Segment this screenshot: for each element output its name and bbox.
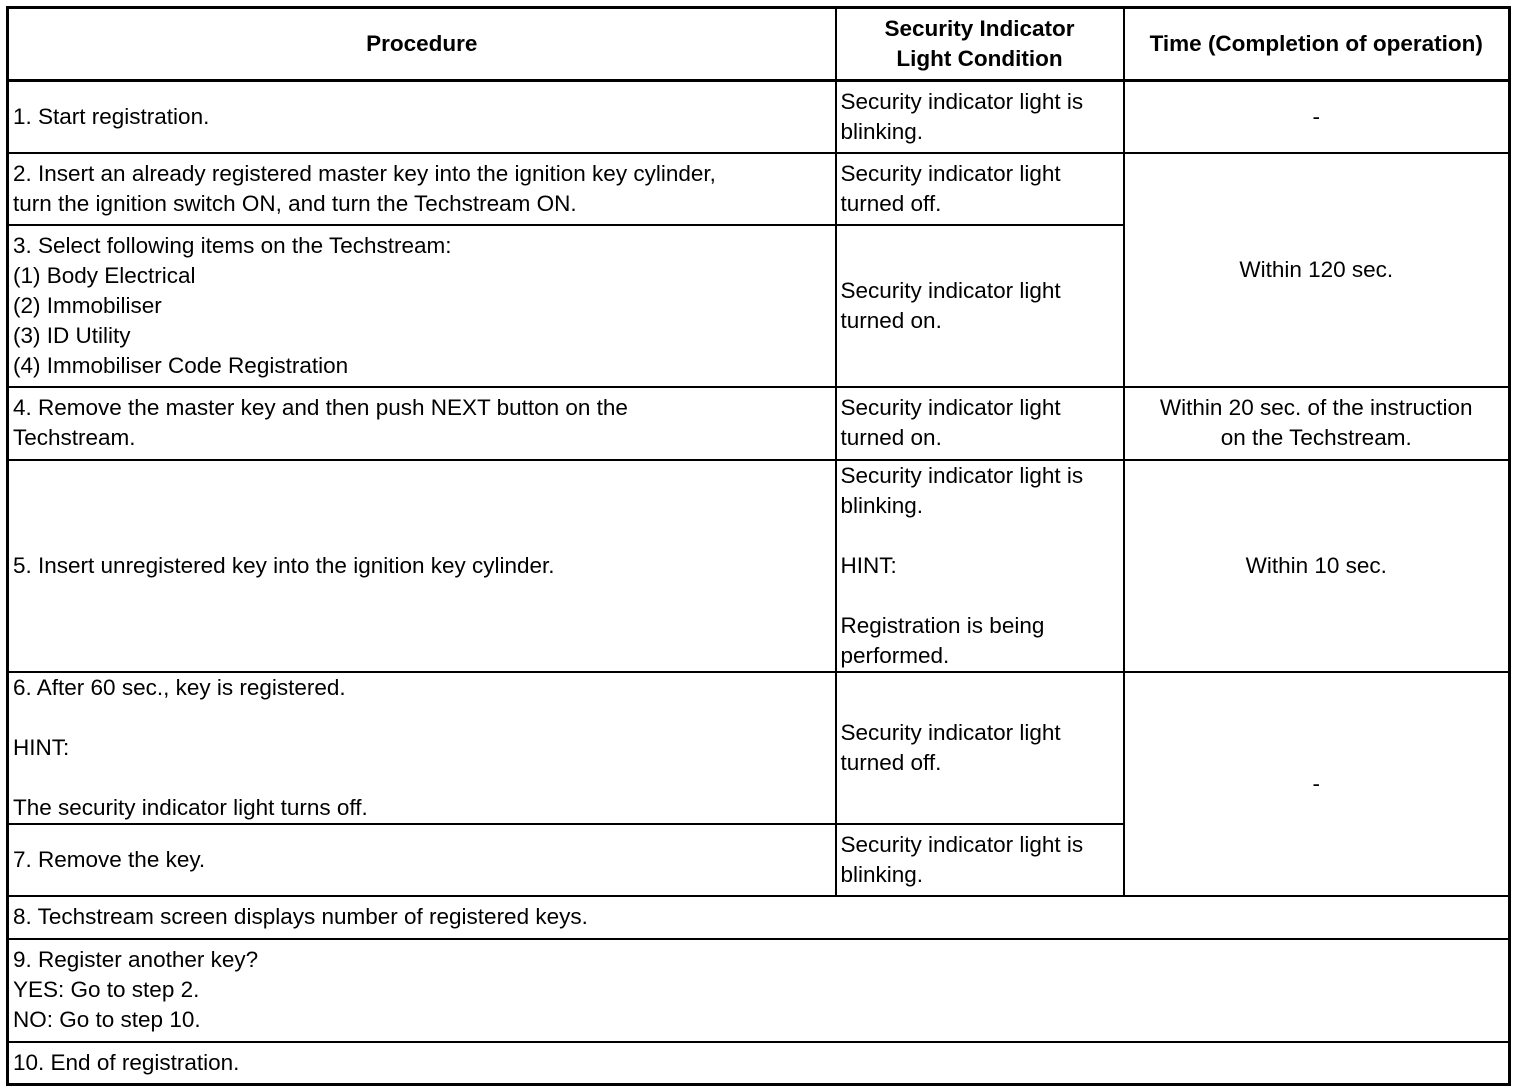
- condition-cell: Security indicator light is blinking.: [836, 81, 1124, 153]
- table-row: [8, 939, 1510, 1042]
- procedure-cell: 9. Register another key? YES: Go to step 2. NO: Go to step 10.: [8, 939, 1510, 1042]
- procedure-cell: 8. Techstream screen displays number of registered keys.: [8, 896, 1510, 939]
- procedure-cell: 3. Select following items on the Techstream: (1) Body Electrical (2) Immobiliser (3) ID Utility (4) Immobiliser Code Registration: [8, 225, 836, 387]
- time-cell: Within 10 sec.: [1124, 460, 1510, 672]
- table-row: [8, 153, 1510, 225]
- procedure-cell: 2. Insert an already registered master key into the ignition key cylinder, turn the ignition switch ON, and turn the Techstream ON.: [8, 153, 836, 225]
- procedure-cell: 10. End of registration.: [8, 1042, 1510, 1085]
- time-cell: -: [1124, 672, 1510, 896]
- condition-cell: Security indicator light is blinking. HINT: Registration is being performed.: [836, 460, 1124, 672]
- table-row: [8, 1042, 1510, 1085]
- time-cell: Within 20 sec. of the instruction on the Techstream.: [1124, 387, 1510, 460]
- table-header-row: [8, 8, 1510, 81]
- header-procedure: Procedure: [8, 8, 836, 81]
- header-indicator-condition: Security Indicator Light Condition: [836, 8, 1124, 81]
- registration-procedure-table: [6, 6, 1511, 1086]
- procedure-cell: 1. Start registration.: [8, 81, 836, 153]
- procedure-cell: 6. After 60 sec., key is registered. HINT: The security indicator light turns off.: [8, 672, 836, 824]
- condition-cell: Security indicator light turned on.: [836, 225, 1124, 387]
- header-time: Time (Completion of operation): [1124, 8, 1510, 81]
- table-row: [8, 81, 1510, 153]
- time-cell: -: [1124, 81, 1510, 153]
- table-row: [8, 896, 1510, 939]
- condition-cell: Security indicator light is blinking.: [836, 824, 1124, 896]
- table-row: [8, 460, 1510, 672]
- procedure-cell: 5. Insert unregistered key into the ignition key cylinder.: [8, 460, 836, 672]
- condition-cell: Security indicator light turned on.: [836, 387, 1124, 460]
- table-row: [8, 672, 1510, 824]
- registration-table-container: [6, 6, 1508, 1084]
- procedure-cell: 7. Remove the key.: [8, 824, 836, 896]
- condition-cell: Security indicator light turned off.: [836, 672, 1124, 824]
- condition-cell: Security indicator light turned off.: [836, 153, 1124, 225]
- table-row: [8, 387, 1510, 460]
- time-cell: Within 120 sec.: [1124, 153, 1510, 387]
- procedure-cell: 4. Remove the master key and then push NEXT button on the Techstream.: [8, 387, 836, 460]
